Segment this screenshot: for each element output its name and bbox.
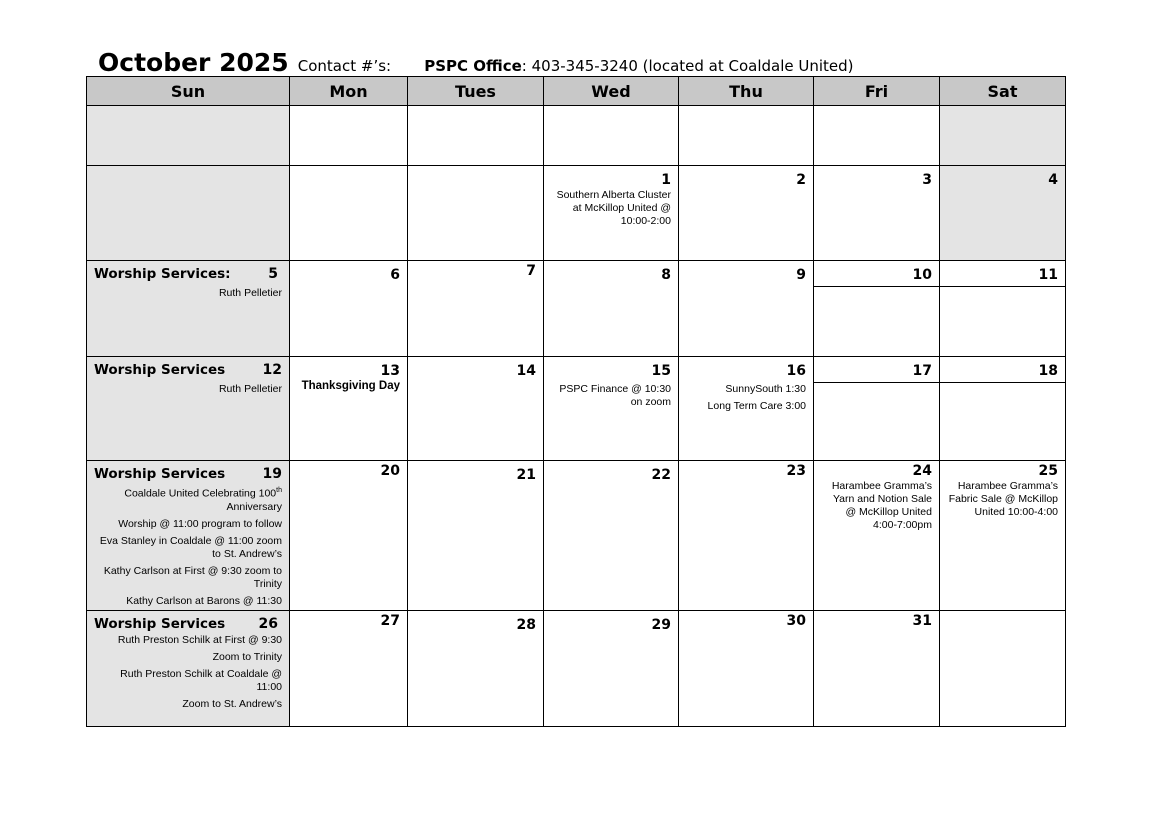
office-label: PSPC Office	[424, 57, 522, 75]
day-number: 16	[786, 363, 806, 379]
event-text: Ruth Pelletier	[218, 287, 282, 299]
day-cell-19	[87, 461, 290, 611]
day-number: 9	[796, 267, 806, 283]
event-text: Kathy Carlson at First @ 9:30 zoom to Trinity	[103, 564, 282, 590]
day-number: 14	[516, 363, 536, 379]
day-cell-6	[290, 261, 408, 357]
worship-heading	[87, 611, 289, 633]
day-cell-empty	[940, 611, 1066, 727]
month-title: October 2025	[98, 48, 289, 77]
day-cell-empty	[290, 166, 408, 261]
divider	[814, 382, 939, 383]
divider	[940, 286, 1065, 287]
holiday-label: Thanksgiving Day	[301, 380, 400, 392]
day-cell-11	[940, 261, 1066, 357]
day-number: 30	[786, 613, 806, 629]
day-cell-10	[814, 261, 940, 357]
day-cell-empty	[544, 106, 679, 166]
day-cell-25	[940, 461, 1066, 611]
event-text-part: Coaldale United Celebrating 100	[124, 487, 277, 500]
event-text: Harambee Gramma’s Yarn and Notion Sale @ McKillop United 4:00-7:00pm	[831, 480, 932, 531]
day-cell-28	[408, 611, 544, 727]
day-cell-18	[940, 357, 1066, 461]
day-cell-8	[544, 261, 679, 357]
day-number: 24	[912, 463, 932, 479]
event-text: Southern Alberta Cluster at McKillop United @ 10:00-2:00	[556, 189, 671, 227]
divider	[814, 286, 939, 287]
week-row-1	[87, 166, 1066, 261]
worship-label: Worship Services:	[94, 266, 231, 282]
day-number: 15	[651, 363, 671, 379]
week-row-4	[87, 461, 1066, 611]
day-number: 22	[651, 467, 671, 483]
calendar-grid	[86, 76, 1066, 727]
day-cell-23	[679, 461, 814, 611]
day-number: 19	[262, 466, 282, 482]
office-phone: : 403-345-3240 (located at Coaldale United)	[521, 57, 854, 75]
event-text: Zoom to St. Andrew’s	[182, 698, 282, 710]
day-number: 7	[526, 263, 536, 279]
day-cell-29	[544, 611, 679, 727]
worship-label: Worship Services	[94, 466, 226, 482]
day-cell-31	[814, 611, 940, 727]
weekday-sat: Sat	[940, 77, 1066, 106]
day-cell-empty	[87, 166, 290, 261]
day-number: 12	[262, 362, 282, 378]
week-row-2	[87, 261, 1066, 357]
day-number: 26	[258, 616, 278, 632]
event-text: PSPC Finance @ 10:30 on zoom	[559, 383, 671, 408]
day-cell-empty	[408, 166, 544, 261]
event-text: Kathy Carlson at Barons @ 11:30	[126, 594, 282, 607]
worship-label: Worship Services	[94, 362, 226, 378]
day-number: 3	[922, 172, 932, 188]
day-cell-15	[544, 357, 679, 461]
divider	[940, 382, 1065, 383]
weekday-sun: Sun	[87, 77, 290, 106]
day-cell-14	[408, 357, 544, 461]
day-cell-17	[814, 357, 940, 461]
event-text-part: Anniversary	[226, 500, 282, 513]
day-number: 27	[380, 613, 400, 629]
ordinal-suffix: th	[276, 487, 282, 494]
event-text: Worship @ 11:00 program to follow	[118, 517, 282, 530]
day-cell-1	[544, 166, 679, 261]
week-row-0	[87, 106, 1066, 166]
day-number: 10	[912, 267, 932, 283]
day-cell-4	[940, 166, 1066, 261]
day-cell-empty	[679, 106, 814, 166]
day-number: 6	[390, 267, 400, 283]
day-number: 5	[268, 266, 278, 282]
day-cell-21	[408, 461, 544, 611]
day-number: 13	[380, 363, 400, 379]
day-cell-empty	[940, 106, 1066, 166]
worship-heading	[87, 357, 289, 379]
contact-label: Contact #’s:	[297, 57, 392, 75]
day-number: 25	[1038, 463, 1058, 479]
event-text: Harambee Gramma’s Fabric Sale @ McKillop United 10:00-4:00	[948, 480, 1058, 518]
day-cell-22	[544, 461, 679, 611]
day-cell-2	[679, 166, 814, 261]
day-cell-24	[814, 461, 940, 611]
day-number: 23	[786, 463, 806, 479]
day-cell-5	[87, 261, 290, 357]
day-number: 17	[912, 363, 932, 379]
day-cell-empty	[87, 106, 290, 166]
day-cell-13	[290, 357, 408, 461]
event-text: Ruth Preston Schilk at Coaldale @ 11:00	[120, 668, 282, 693]
worship-heading	[87, 461, 289, 483]
event-text	[87, 484, 289, 514]
calendar-header	[98, 48, 854, 77]
day-number: 20	[380, 463, 400, 479]
event-text: Ruth Preston Schilk at First @ 9:30	[117, 634, 282, 646]
weekday-wed: Wed	[544, 77, 679, 106]
worship-label: Worship Services	[94, 616, 226, 632]
day-cell-30	[679, 611, 814, 727]
day-cell-20	[290, 461, 408, 611]
weekday-mon: Mon	[290, 77, 408, 106]
event-text: SunnySouth 1:30	[725, 383, 806, 395]
day-cell-16	[679, 357, 814, 461]
week-row-3	[87, 357, 1066, 461]
weekday-fri: Fri	[814, 77, 940, 106]
weekday-header-row	[87, 77, 1066, 106]
event-text: Long Term Care 3:00	[707, 400, 806, 412]
day-number: 4	[1048, 172, 1058, 188]
day-cell-26	[87, 611, 290, 727]
day-number: 18	[1038, 363, 1058, 379]
day-cell-27	[290, 611, 408, 727]
day-number: 21	[516, 467, 536, 483]
day-cell-empty	[408, 106, 544, 166]
event-text: Zoom to Trinity	[212, 651, 282, 663]
weekday-thu: Thu	[679, 77, 814, 106]
week-row-5	[87, 611, 1066, 727]
worship-heading	[87, 261, 289, 283]
day-number: 2	[796, 172, 806, 188]
day-number: 28	[516, 617, 536, 633]
day-number: 8	[661, 267, 671, 283]
weekday-tue: Tues	[408, 77, 544, 106]
day-number: 31	[912, 613, 932, 629]
day-number: 29	[651, 617, 671, 633]
day-cell-empty	[814, 106, 940, 166]
day-cell-12	[87, 357, 290, 461]
day-cell-empty	[290, 106, 408, 166]
event-text: Ruth Pelletier	[218, 383, 282, 395]
day-cell-7	[408, 261, 544, 357]
event-text: Eva Stanley in Coaldale @ 11:00 zoom to St. Andrew’s	[99, 534, 282, 560]
day-cell-3	[814, 166, 940, 261]
day-cell-9	[679, 261, 814, 357]
day-number: 11	[1038, 267, 1058, 283]
day-number: 1	[661, 172, 671, 188]
